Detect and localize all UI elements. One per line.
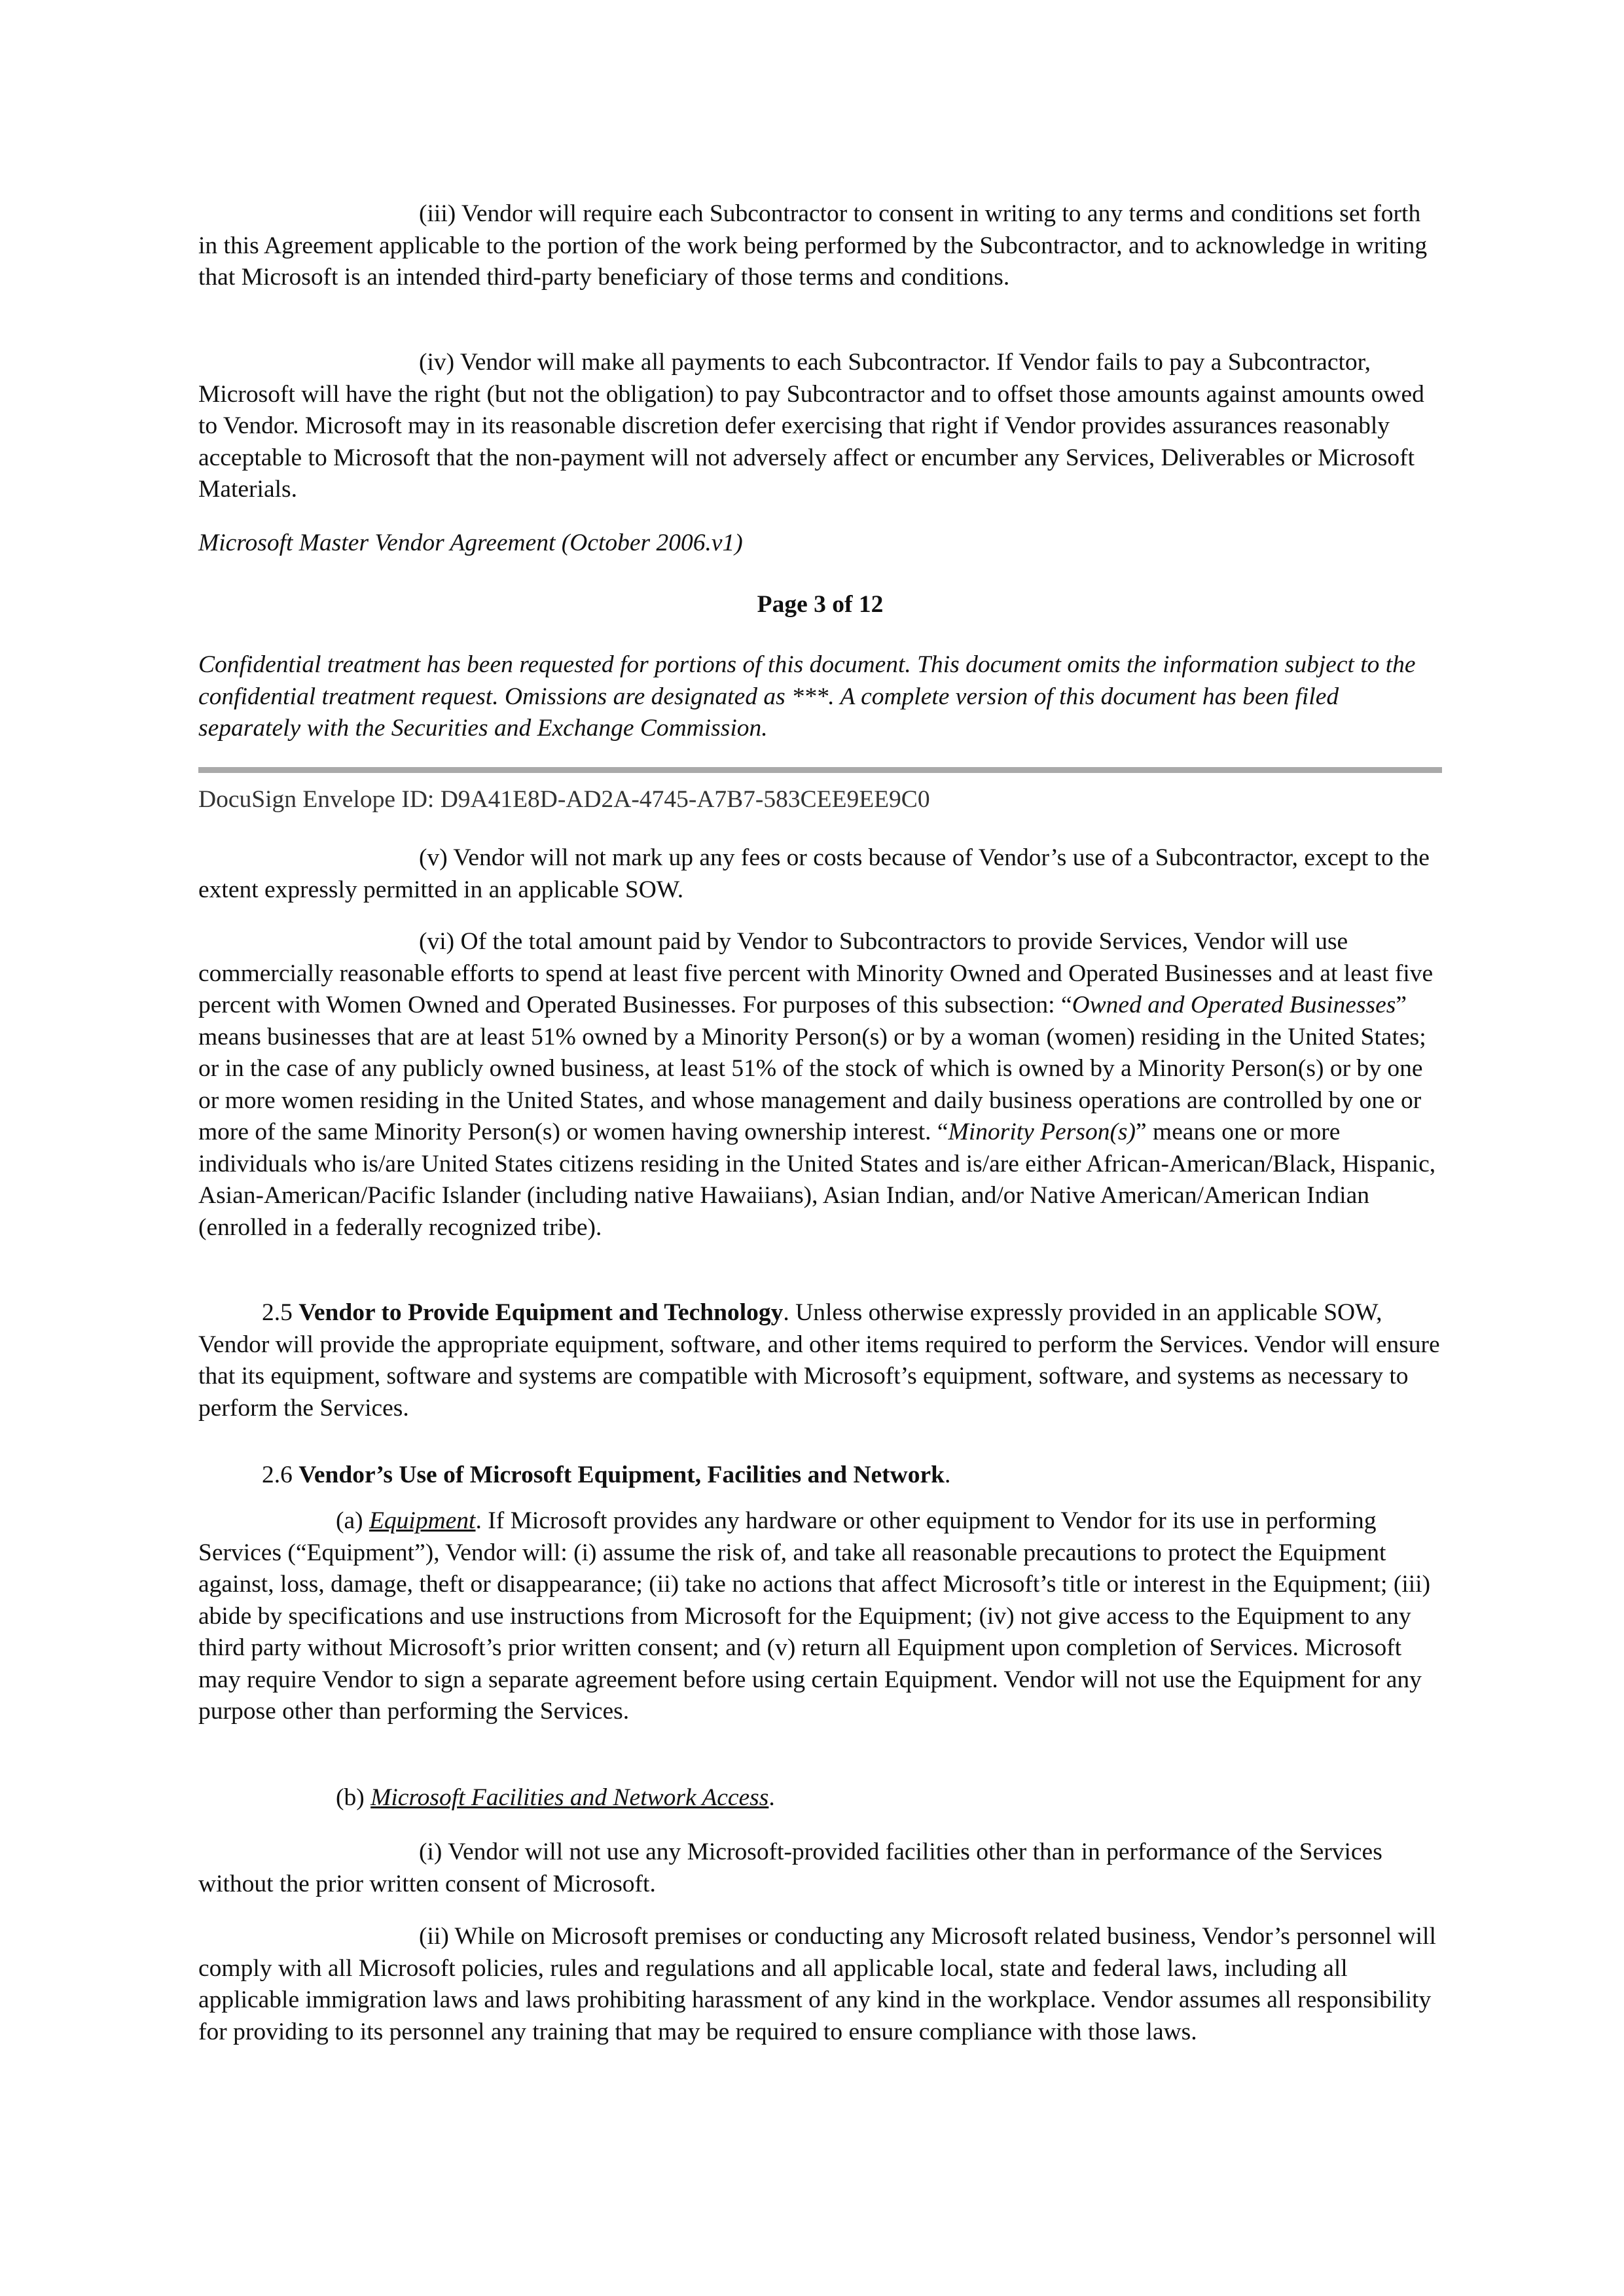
section-2-6-end: . <box>945 1462 951 1488</box>
subsection-b-title: Microsoft Facilities and Network Access <box>370 1784 769 1811</box>
docusign-envelope-id: DocuSign Envelope ID: D9A41E8D-AD2A-4745-A7B7-583CEE9EE9C0 <box>198 786 930 813</box>
page-separator <box>198 767 1442 773</box>
section-2-6 <box>198 1460 1442 1492</box>
paragraph-vi-text-a: (vi) Of the total amount paid by Vendor to Subcontractors to provide Services, Vendor will use commercially reasonable efforts to spend at least five percent with Minority Owned and Operated Businesses and at least five percent with Women Owned and Operated Businesses. For purposes of this subsection: “ <box>198 928 1434 1018</box>
section-2-5 <box>198 1297 1442 1424</box>
paragraph-vi-text-c: ” means one or more individuals who is/are United States citizens residing in the United States and is/are either African-American/Black, Hispanic, Asian-American/Pacific Islander (including native Hawaiians), Asian Indian, and/or Native American/American Indian (enrolled in a federally recognized tribe). <box>198 1119 1436 1241</box>
paragraph-iii: (iii) Vendor will require each Subcontractor to consent in writing to any terms and conditions set forth in this Agreement applicable to the portion of the work being performed by the Subcontractor, and to acknowledge in writing that Microsoft is an intended third-party beneficiary of those terms and conditions. <box>198 200 1428 291</box>
section-2-6-number: 2.6 <box>262 1462 299 1488</box>
paragraph-vi-text-b: ” means businesses that are at least 51% owned by a Minority Person(s) or by a woman (women) residing in the United States; or in the case of any publicly owned business, at least 51% of the stock of which is owned by a Minority Person(s) or by one or more women residing in the United States, and whose management and daily business operations are controlled by one or more of the same Minority Person(s) or women having ownership interest. “ <box>198 992 1426 1145</box>
subsection-b-ii: (ii) While on Microsoft premises or conducting any Microsoft related business, Vendor’s personnel will comply with all Microsoft policies, rules and regulations and all applicable local, state and federal laws, including all applicable immigration laws and laws prohibiting harassment of any kind in the workplace. Vendor assumes all responsibility for providing to its personnel any training that may be required to ensure compliance with those laws. <box>198 1923 1436 2045</box>
section-2-5-number: 2.5 <box>262 1299 299 1326</box>
subsection-b <box>198 1782 1442 1814</box>
term-owned-operated: Owned and Operated Businesses <box>1072 992 1396 1018</box>
paragraph-iv: (iv) Vendor will make all payments to each Subcontractor. If Vendor fails to pay a Subcontractor, Microsoft will have the right (but not the obligation) to pay Subcontractor and to offset those amounts against amounts owed to Vendor. Microsoft may in its reasonable discretion defer exercising that right if Vendor provides assurances reasonably acceptable to Microsoft that the non-payment will not adversely affect or encumber any Services, Deliverables or Microsoft Materials. <box>198 349 1424 503</box>
confidential-notice: Confidential treatment has been requested for portions of this document. This document omits the information subject to the confidential treatment request. Omissions are designated as ***. A complete version of this document has been filed separately with the Securities and Exchange Commission. <box>198 651 1416 742</box>
subsection-a-number: (a) <box>336 1507 369 1534</box>
section-2-5-title: Vendor to Provide Equipment and Technology <box>298 1299 784 1326</box>
section-2-6-title: Vendor’s Use of Microsoft Equipment, Facilities and Network <box>298 1462 945 1488</box>
footer-agreement-title: Microsoft Master Vendor Agreement (October 2006.v1) <box>198 529 743 556</box>
paragraph-vi <box>198 926 1442 1244</box>
section-2-5-text: . Unless otherwise expressly provided in an applicable SOW, Vendor will provide the appropriate equipment, software, and other items required to perform the Services. Vendor will ensure that its equipment, software and systems are compatible with Microsoft’s equipment, software, and systems as necessary to perform the Services. <box>198 1299 1440 1422</box>
term-minority-person: Minority Person(s) <box>948 1119 1136 1145</box>
subsection-a-title: Equipment <box>369 1507 476 1534</box>
subsection-a <box>198 1505 1442 1728</box>
subsection-a-text: . If Microsoft provides any hardware or other equipment to Vendor for its use in performing Services (“Equipment”), Vendor will: (i) assume the risk of, and take all reasonable precautions to protect the Equipment against, loss, damage, theft or disappearance; (ii) take no actions that affect Microsoft’s title or interest in the Equipment; (iii) abide by specifications and use instructions from Microsoft for the Equipment; (iv) not give access to the Equipment to any third party without Microsoft’s prior written consent; and (v) return all Equipment upon completion of Services. Microsoft may require Vendor to sign a separate agreement before using certain Equipment. Vendor will not use the Equipment for any purpose other than performing the Services. <box>198 1507 1431 1725</box>
paragraph-v: (v) Vendor will not mark up any fees or costs because of Vendor’s use of a Subcontractor, except to the extent expressly permitted in an applicable SOW. <box>198 844 1430 903</box>
subsection-b-i: (i) Vendor will not use any Microsoft-provided facilities other than in performance of the Services without the prior written consent of Microsoft. <box>198 1839 1382 1897</box>
page-number: Page 3 of 12 <box>757 591 884 618</box>
subsection-b-end: . <box>768 1784 775 1811</box>
subsection-b-number: (b) <box>336 1784 371 1811</box>
